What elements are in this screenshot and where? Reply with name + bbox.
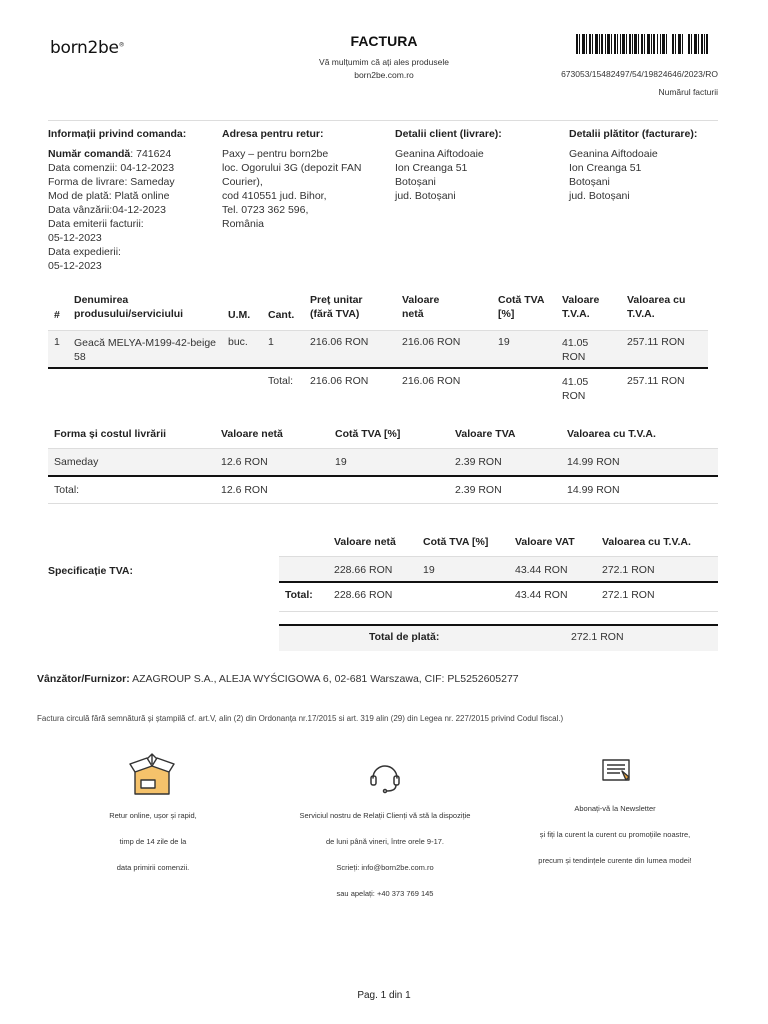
vat-table	[279, 528, 718, 610]
payer-details-title: Detalii plătitor (facturare):	[569, 128, 698, 140]
feature-newsletter: Abonați-vă la Newsletter și fiți la curent la curent cu promoțiile noastre, precum și tendințele curente din lumea modei!	[538, 804, 692, 865]
col-unit-price: Preț unitar (fără TVA)	[310, 293, 363, 320]
col-vat-rate: Cotă TVA [%]	[498, 293, 545, 320]
legal-note: Factura circulă fără semnătură și ștampilă cf. art.V, alin (2) din Ordonanța nr.17/2015 si art. 319 alin (29) din Legea nr. 227/2015 privind Codul fiscal.)	[37, 714, 564, 723]
newsletter-icon	[600, 757, 632, 785]
order-info: Număr comandă: 741624 Data comenzii: 04-12-2023 Forma de livrare: Sameday Mod de plată: Plată online Data vânzării:04-12-2023 Data emiterii facturii: 05-12-2023 Data expedierii: 05-12-2023	[48, 148, 175, 272]
table-row: 1 Geacă MELYA-M199-42-beige 58 buc. 1 216.06 RON 216.06 RON 19 41.05 RON 257.11 RON	[48, 330, 708, 368]
grand-total-value: 272.1 RON	[571, 631, 624, 643]
products-header-row: # Denumirea produsului/serviciului U.M. Cant. Preț unitar (fără TVA) Valoare netă Cotă TVA [%] Valoare T.V.A. Valoarea cu T.V.A.	[48, 290, 708, 330]
client-details: Geanina Aiftodoaie Ion Creanga 51 Botoșani jud. Botoșani	[395, 148, 484, 202]
table-total-row: Total: 216.06 RON 216.06 RON 41.05 RON 257.11 RON	[48, 368, 708, 408]
divider	[48, 120, 718, 121]
seller-info: Vânzător/Furnizor: AZAGROUP S.A., ALEJA WYŚCIGOWA 6, 02-681 Warszawa, CIF: PL5252605277	[37, 673, 519, 685]
col-product: Denumirea produsului/serviciului	[74, 293, 184, 320]
grand-total-label: Total de plată:	[369, 631, 440, 643]
brand-logo: born2be®	[50, 38, 125, 58]
col-net-value: Valoare netă	[402, 293, 440, 320]
table-total-row: Total: 228.66 RON 43.44 RON 272.1 RON	[279, 582, 718, 610]
delivery-header-row: Forma și costul livrării Valoare netă Cotă TVA [%] Valoare TVA Valoarea cu T.V.A.	[54, 427, 656, 440]
table-total-row: Total: 12.6 RON 2.39 RON 14.99 RON	[48, 476, 718, 504]
vat-header-row: Valoare netă Cotă TVA [%] Valoare VAT Valoarea cu T.V.A.	[334, 535, 691, 548]
delivery-table	[48, 420, 718, 504]
box-icon	[127, 752, 177, 800]
divider	[279, 611, 718, 612]
return-address-title: Adresa pentru retur:	[222, 128, 324, 140]
col-total-value: Valoarea cu T.V.A.	[627, 293, 686, 320]
vat-spec-label: Specificație TVA:	[48, 565, 133, 577]
thank-you-note: Vă mulțumim că ați ales produsele born2be.com.ro	[319, 57, 449, 80]
divider	[48, 503, 718, 504]
products-table	[48, 290, 708, 408]
feature-support: Serviciul nostru de Relații Clienți vă stă la dispoziție de luni până vineri, între orele 9-17. Scrieți: info@born2be.com.ro sau apelați: +40 373 769 145	[299, 811, 471, 898]
page-number: Pag. 1 din 1	[357, 990, 411, 1001]
barcode-icon	[576, 34, 708, 54]
feature-returns: Retur online, ușor și rapid, timp de 14 zile de la data primirii comenzii.	[109, 811, 197, 872]
headset-icon	[367, 758, 403, 794]
grand-total-row	[279, 626, 718, 651]
col-vat-value: Valoare T.V.A.	[562, 293, 600, 320]
table-row: Sameday 12.6 RON 19 2.39 RON 14.99 RON	[48, 448, 718, 476]
client-details-title: Detalii client (livrare):	[395, 128, 502, 140]
order-info-title: Informații privind comanda:	[48, 128, 187, 140]
invoice-number: 673053/15482497/54/19824646/2023/RO	[561, 69, 718, 79]
invoice-number-label: Numărul facturii	[658, 87, 718, 97]
return-address: Paxy – pentru born2be loc. Ogorului 3G (depozit FAN Courier), cod 410551 jud. Bihor, Tel. 0723 362 596, România	[222, 148, 362, 230]
table-row: 228.66 RON 19 43.44 RON 272.1 RON	[279, 556, 718, 582]
page-title: FACTURA	[350, 33, 418, 49]
payer-details: Geanina Aiftodoaie Ion Creanga 51 Botoșani jud. Botoșani	[569, 148, 658, 202]
